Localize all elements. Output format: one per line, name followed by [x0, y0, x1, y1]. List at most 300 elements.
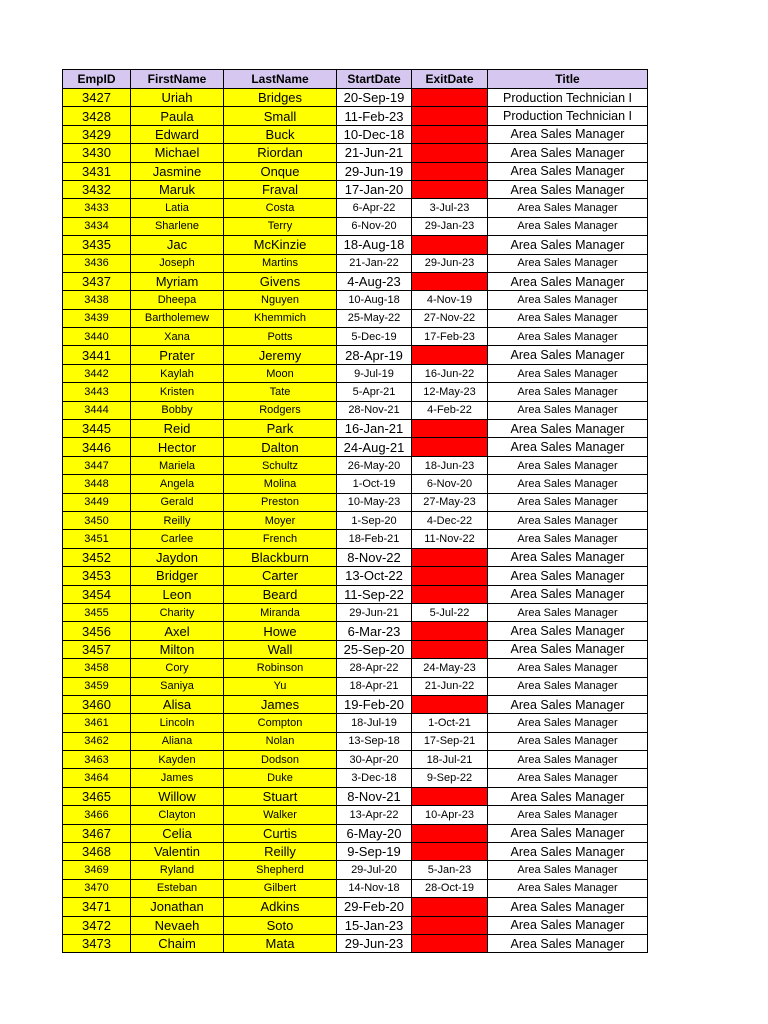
- title-cell[interactable]: Area Sales Manager: [488, 677, 648, 695]
- startdate-cell[interactable]: 6-May-20: [337, 824, 412, 842]
- firstname-cell[interactable]: Paula: [131, 107, 224, 125]
- title-cell[interactable]: Area Sales Manager: [488, 806, 648, 824]
- empid-cell[interactable]: 3467: [63, 824, 131, 842]
- firstname-cell[interactable]: Myriam: [131, 272, 224, 290]
- startdate-cell[interactable]: 13-Sep-18: [337, 732, 412, 750]
- title-cell[interactable]: Area Sales Manager: [488, 879, 648, 897]
- startdate-cell[interactable]: 8-Nov-22: [337, 548, 412, 566]
- firstname-cell[interactable]: Celia: [131, 824, 224, 842]
- exitdate-cell[interactable]: [412, 916, 488, 934]
- firstname-cell[interactable]: Prater: [131, 346, 224, 364]
- lastname-cell[interactable]: Soto: [224, 916, 337, 934]
- empid-cell[interactable]: 3435: [63, 236, 131, 254]
- lastname-cell[interactable]: Gilbert: [224, 879, 337, 897]
- exitdate-cell[interactable]: 10-Apr-23: [412, 806, 488, 824]
- lastname-cell[interactable]: Costa: [224, 199, 337, 217]
- exitdate-cell[interactable]: [412, 162, 488, 180]
- exitdate-cell[interactable]: 4-Feb-22: [412, 401, 488, 419]
- exitdate-cell[interactable]: 29-Jun-23: [412, 254, 488, 272]
- title-cell[interactable]: Area Sales Manager: [488, 622, 648, 640]
- lastname-cell[interactable]: Terry: [224, 217, 337, 235]
- table-row: [63, 144, 648, 162]
- firstname-cell[interactable]: Latia: [131, 199, 224, 217]
- exitdate-cell[interactable]: [412, 695, 488, 713]
- firstname-cell[interactable]: Joseph: [131, 254, 224, 272]
- exitdate-cell[interactable]: 28-Oct-19: [412, 879, 488, 897]
- startdate-cell[interactable]: 16-Jan-21: [337, 420, 412, 438]
- empid-cell[interactable]: 3470: [63, 879, 131, 897]
- lastname-cell[interactable]: Schultz: [224, 456, 337, 474]
- startdate-cell[interactable]: 6-Apr-22: [337, 199, 412, 217]
- lastname-cell[interactable]: Tate: [224, 383, 337, 401]
- lastname-cell[interactable]: Rodgers: [224, 401, 337, 419]
- startdate-cell[interactable]: 25-May-22: [337, 309, 412, 327]
- firstname-cell[interactable]: Ryland: [131, 861, 224, 879]
- firstname-cell[interactable]: Sharlene: [131, 217, 224, 235]
- startdate-cell[interactable]: 9-Sep-19: [337, 843, 412, 861]
- empid-cell[interactable]: 3432: [63, 180, 131, 198]
- startdate-cell[interactable]: 11-Feb-23: [337, 107, 412, 125]
- empid-cell[interactable]: 3443: [63, 383, 131, 401]
- exitdate-cell[interactable]: [412, 180, 488, 198]
- empid-cell[interactable]: 3453: [63, 567, 131, 585]
- empid-cell[interactable]: 3427: [63, 89, 131, 107]
- firstname-cell[interactable]: Kaylah: [131, 364, 224, 382]
- startdate-cell[interactable]: 29-Jul-20: [337, 861, 412, 879]
- title-cell[interactable]: Area Sales Manager: [488, 493, 648, 511]
- startdate-cell[interactable]: 30-Apr-20: [337, 751, 412, 769]
- title-cell[interactable]: Area Sales Manager: [488, 585, 648, 603]
- empid-cell[interactable]: 3437: [63, 272, 131, 290]
- exitdate-cell[interactable]: [412, 89, 488, 107]
- title-cell[interactable]: Area Sales Manager: [488, 309, 648, 327]
- empid-cell[interactable]: 3462: [63, 732, 131, 750]
- firstname-cell[interactable]: Jac: [131, 236, 224, 254]
- startdate-cell[interactable]: 29-Jun-23: [337, 934, 412, 952]
- empid-cell[interactable]: 3465: [63, 787, 131, 805]
- title-cell[interactable]: Area Sales Manager: [488, 272, 648, 290]
- firstname-cell[interactable]: Valentin: [131, 843, 224, 861]
- title-cell[interactable]: Area Sales Manager: [488, 640, 648, 658]
- title-cell[interactable]: Area Sales Manager: [488, 383, 648, 401]
- empid-cell[interactable]: 3431: [63, 162, 131, 180]
- empid-cell[interactable]: 3456: [63, 622, 131, 640]
- empid-cell[interactable]: 3439: [63, 309, 131, 327]
- startdate-cell[interactable]: 28-Apr-22: [337, 659, 412, 677]
- exitdate-cell[interactable]: [412, 622, 488, 640]
- exitdate-cell[interactable]: [412, 824, 488, 842]
- empid-cell[interactable]: 3468: [63, 843, 131, 861]
- exitdate-cell[interactable]: 4-Dec-22: [412, 511, 488, 529]
- lastname-cell[interactable]: Carter: [224, 567, 337, 585]
- exitdate-cell[interactable]: [412, 787, 488, 805]
- firstname-cell[interactable]: Reid: [131, 420, 224, 438]
- exitdate-cell[interactable]: 5-Jan-23: [412, 861, 488, 879]
- startdate-cell[interactable]: 9-Jul-19: [337, 364, 412, 382]
- empid-cell[interactable]: 3436: [63, 254, 131, 272]
- header-startdate[interactable]: StartDate: [337, 70, 412, 89]
- empid-cell[interactable]: 3434: [63, 217, 131, 235]
- lastname-cell[interactable]: Adkins: [224, 898, 337, 916]
- lastname-cell[interactable]: Moyer: [224, 511, 337, 529]
- lastname-cell[interactable]: Curtis: [224, 824, 337, 842]
- startdate-cell[interactable]: 26-May-20: [337, 456, 412, 474]
- exitdate-cell[interactable]: [412, 107, 488, 125]
- title-cell[interactable]: Area Sales Manager: [488, 530, 648, 548]
- title-cell[interactable]: Area Sales Manager: [488, 861, 648, 879]
- exitdate-cell[interactable]: 21-Jun-22: [412, 677, 488, 695]
- startdate-cell[interactable]: 5-Apr-21: [337, 383, 412, 401]
- empid-cell[interactable]: 3461: [63, 714, 131, 732]
- exitdate-cell[interactable]: [412, 144, 488, 162]
- firstname-cell[interactable]: Michael: [131, 144, 224, 162]
- firstname-cell[interactable]: Edward: [131, 125, 224, 143]
- firstname-cell[interactable]: Lincoln: [131, 714, 224, 732]
- exitdate-cell[interactable]: 5-Jul-22: [412, 603, 488, 621]
- empid-cell[interactable]: 3464: [63, 769, 131, 787]
- firstname-cell[interactable]: Alisa: [131, 695, 224, 713]
- firstname-cell[interactable]: Angela: [131, 475, 224, 493]
- exitdate-cell[interactable]: 4-Nov-19: [412, 291, 488, 309]
- table-row: [63, 493, 648, 511]
- lastname-cell[interactable]: Moon: [224, 364, 337, 382]
- table-row: [63, 328, 648, 346]
- lastname-cell[interactable]: Jeremy: [224, 346, 337, 364]
- title-cell[interactable]: Area Sales Manager: [488, 916, 648, 934]
- empid-cell[interactable]: 3455: [63, 603, 131, 621]
- firstname-cell[interactable]: James: [131, 769, 224, 787]
- exitdate-cell[interactable]: [412, 438, 488, 456]
- empid-cell[interactable]: 3438: [63, 291, 131, 309]
- title-cell[interactable]: Area Sales Manager: [488, 420, 648, 438]
- exitdate-cell[interactable]: 17-Feb-23: [412, 328, 488, 346]
- firstname-cell[interactable]: Charity: [131, 603, 224, 621]
- title-cell[interactable]: Area Sales Manager: [488, 199, 648, 217]
- lastname-cell[interactable]: Small: [224, 107, 337, 125]
- empid-cell[interactable]: 3444: [63, 401, 131, 419]
- startdate-cell[interactable]: 19-Feb-20: [337, 695, 412, 713]
- startdate-cell[interactable]: 1-Oct-19: [337, 475, 412, 493]
- title-cell[interactable]: Area Sales Manager: [488, 769, 648, 787]
- firstname-cell[interactable]: Jasmine: [131, 162, 224, 180]
- title-cell[interactable]: Area Sales Manager: [488, 456, 648, 474]
- firstname-cell[interactable]: Dheepa: [131, 291, 224, 309]
- lastname-cell[interactable]: Mata: [224, 934, 337, 952]
- lastname-cell[interactable]: Bridges: [224, 89, 337, 107]
- title-cell[interactable]: Area Sales Manager: [488, 787, 648, 805]
- firstname-cell[interactable]: Willow: [131, 787, 224, 805]
- empid-cell[interactable]: 3473: [63, 934, 131, 952]
- startdate-cell[interactable]: 1-Sep-20: [337, 511, 412, 529]
- lastname-cell[interactable]: Dalton: [224, 438, 337, 456]
- empid-cell[interactable]: 3458: [63, 659, 131, 677]
- startdate-cell[interactable]: 28-Apr-19: [337, 346, 412, 364]
- exitdate-cell[interactable]: [412, 346, 488, 364]
- startdate-cell[interactable]: 6-Mar-23: [337, 622, 412, 640]
- firstname-cell[interactable]: Saniya: [131, 677, 224, 695]
- firstname-cell[interactable]: Bridger: [131, 567, 224, 585]
- startdate-cell[interactable]: 18-Aug-18: [337, 236, 412, 254]
- empid-cell[interactable]: 3452: [63, 548, 131, 566]
- firstname-cell[interactable]: Carlee: [131, 530, 224, 548]
- title-cell[interactable]: Area Sales Manager: [488, 934, 648, 952]
- title-cell[interactable]: Area Sales Manager: [488, 751, 648, 769]
- title-cell[interactable]: Area Sales Manager: [488, 401, 648, 419]
- lastname-cell[interactable]: Dodson: [224, 751, 337, 769]
- lastname-cell[interactable]: Duke: [224, 769, 337, 787]
- exitdate-cell[interactable]: 27-Nov-22: [412, 309, 488, 327]
- title-cell[interactable]: Area Sales Manager: [488, 714, 648, 732]
- exitdate-cell[interactable]: [412, 585, 488, 603]
- lastname-cell[interactable]: Stuart: [224, 787, 337, 805]
- lastname-cell[interactable]: Robinson: [224, 659, 337, 677]
- lastname-cell[interactable]: Yu: [224, 677, 337, 695]
- lastname-cell[interactable]: Martins: [224, 254, 337, 272]
- exitdate-cell[interactable]: [412, 125, 488, 143]
- lastname-cell[interactable]: McKinzie: [224, 236, 337, 254]
- empid-cell[interactable]: 3428: [63, 107, 131, 125]
- firstname-cell[interactable]: Mariela: [131, 456, 224, 474]
- startdate-cell[interactable]: 29-Jun-21: [337, 603, 412, 621]
- lastname-cell[interactable]: French: [224, 530, 337, 548]
- firstname-cell[interactable]: Cory: [131, 659, 224, 677]
- exitdate-cell[interactable]: 27-May-23: [412, 493, 488, 511]
- title-cell[interactable]: Area Sales Manager: [488, 732, 648, 750]
- startdate-cell[interactable]: 4-Aug-23: [337, 272, 412, 290]
- empid-cell[interactable]: 3457: [63, 640, 131, 658]
- header-empid[interactable]: EmpID: [63, 70, 131, 89]
- firstname-cell[interactable]: Milton: [131, 640, 224, 658]
- lastname-cell[interactable]: Preston: [224, 493, 337, 511]
- empid-cell[interactable]: 3454: [63, 585, 131, 603]
- startdate-cell[interactable]: 13-Apr-22: [337, 806, 412, 824]
- firstname-cell[interactable]: Bobby: [131, 401, 224, 419]
- lastname-cell[interactable]: Howe: [224, 622, 337, 640]
- lastname-cell[interactable]: Potts: [224, 328, 337, 346]
- title-cell[interactable]: Area Sales Manager: [488, 511, 648, 529]
- exitdate-cell[interactable]: 16-Jun-22: [412, 364, 488, 382]
- startdate-cell[interactable]: 3-Dec-18: [337, 769, 412, 787]
- empid-cell[interactable]: 3447: [63, 456, 131, 474]
- empid-cell[interactable]: 3471: [63, 898, 131, 916]
- title-cell[interactable]: Area Sales Manager: [488, 254, 648, 272]
- lastname-cell[interactable]: Nguyen: [224, 291, 337, 309]
- exitdate-cell[interactable]: 12-May-23: [412, 383, 488, 401]
- exitdate-cell[interactable]: 18-Jul-21: [412, 751, 488, 769]
- table-row: [63, 309, 648, 327]
- startdate-cell[interactable]: 24-Aug-21: [337, 438, 412, 456]
- lastname-cell[interactable]: Wall: [224, 640, 337, 658]
- exitdate-cell[interactable]: 29-Jan-23: [412, 217, 488, 235]
- title-cell[interactable]: Area Sales Manager: [488, 236, 648, 254]
- exitdate-cell[interactable]: [412, 548, 488, 566]
- empid-cell[interactable]: 3450: [63, 511, 131, 529]
- firstname-cell[interactable]: Leon: [131, 585, 224, 603]
- lastname-cell[interactable]: Reilly: [224, 843, 337, 861]
- empid-cell[interactable]: 3429: [63, 125, 131, 143]
- exitdate-cell[interactable]: [412, 567, 488, 585]
- title-cell[interactable]: Area Sales Manager: [488, 603, 648, 621]
- startdate-cell[interactable]: 10-Aug-18: [337, 291, 412, 309]
- firstname-cell[interactable]: Nevaeh: [131, 916, 224, 934]
- firstname-cell[interactable]: Jaydon: [131, 548, 224, 566]
- empid-cell[interactable]: 3449: [63, 493, 131, 511]
- exitdate-cell[interactable]: [412, 898, 488, 916]
- title-cell[interactable]: Area Sales Manager: [488, 475, 648, 493]
- startdate-cell[interactable]: 13-Oct-22: [337, 567, 412, 585]
- exitdate-cell[interactable]: [412, 843, 488, 861]
- title-cell[interactable]: Area Sales Manager: [488, 364, 648, 382]
- title-cell[interactable]: Area Sales Manager: [488, 843, 648, 861]
- table-row: [63, 383, 648, 401]
- title-cell[interactable]: Area Sales Manager: [488, 567, 648, 585]
- title-cell[interactable]: Area Sales Manager: [488, 180, 648, 198]
- title-cell[interactable]: Area Sales Manager: [488, 328, 648, 346]
- lastname-cell[interactable]: James: [224, 695, 337, 713]
- exitdate-cell[interactable]: 1-Oct-21: [412, 714, 488, 732]
- title-cell[interactable]: Area Sales Manager: [488, 898, 648, 916]
- title-cell[interactable]: Production Technician I: [488, 107, 648, 125]
- lastname-cell[interactable]: Shepherd: [224, 861, 337, 879]
- title-cell[interactable]: Area Sales Manager: [488, 824, 648, 842]
- firstname-cell[interactable]: Clayton: [131, 806, 224, 824]
- startdate-cell[interactable]: 18-Feb-21: [337, 530, 412, 548]
- firstname-cell[interactable]: Aliana: [131, 732, 224, 750]
- firstname-cell[interactable]: Xana: [131, 328, 224, 346]
- lastname-cell[interactable]: Molina: [224, 475, 337, 493]
- startdate-cell[interactable]: 6-Nov-20: [337, 217, 412, 235]
- exitdate-cell[interactable]: 11-Nov-22: [412, 530, 488, 548]
- firstname-cell[interactable]: Kristen: [131, 383, 224, 401]
- title-cell[interactable]: Production Technician I: [488, 89, 648, 107]
- empid-cell[interactable]: 3446: [63, 438, 131, 456]
- startdate-cell[interactable]: 21-Jan-22: [337, 254, 412, 272]
- lastname-cell[interactable]: Park: [224, 420, 337, 438]
- table-row: [63, 511, 648, 529]
- table-row: [63, 732, 648, 750]
- exitdate-cell[interactable]: 3-Jul-23: [412, 199, 488, 217]
- startdate-cell[interactable]: 14-Nov-18: [337, 879, 412, 897]
- empid-cell[interactable]: 3441: [63, 346, 131, 364]
- lastname-cell[interactable]: Beard: [224, 585, 337, 603]
- firstname-cell[interactable]: Kayden: [131, 751, 224, 769]
- exitdate-cell[interactable]: [412, 236, 488, 254]
- lastname-cell[interactable]: Fraval: [224, 180, 337, 198]
- header-firstname[interactable]: FirstName: [131, 70, 224, 89]
- exitdate-cell[interactable]: [412, 640, 488, 658]
- table-row: [63, 787, 648, 805]
- startdate-cell[interactable]: 11-Sep-22: [337, 585, 412, 603]
- startdate-cell[interactable]: 21-Jun-21: [337, 144, 412, 162]
- lastname-cell[interactable]: Riordan: [224, 144, 337, 162]
- firstname-cell[interactable]: Axel: [131, 622, 224, 640]
- lastname-cell[interactable]: Buck: [224, 125, 337, 143]
- title-cell[interactable]: Area Sales Manager: [488, 438, 648, 456]
- firstname-cell[interactable]: Gerald: [131, 493, 224, 511]
- empid-cell[interactable]: 3433: [63, 199, 131, 217]
- table-row: [63, 125, 648, 143]
- header-exitdate[interactable]: ExitDate: [412, 70, 488, 89]
- empid-cell[interactable]: 3460: [63, 695, 131, 713]
- title-cell[interactable]: Area Sales Manager: [488, 144, 648, 162]
- exitdate-cell[interactable]: 17-Sep-21: [412, 732, 488, 750]
- startdate-cell[interactable]: 10-May-23: [337, 493, 412, 511]
- lastname-cell[interactable]: Khemmich: [224, 309, 337, 327]
- startdate-cell[interactable]: 5-Dec-19: [337, 328, 412, 346]
- firstname-cell[interactable]: Jonathan: [131, 898, 224, 916]
- empid-cell[interactable]: 3459: [63, 677, 131, 695]
- title-cell[interactable]: Area Sales Manager: [488, 659, 648, 677]
- lastname-cell[interactable]: Nolan: [224, 732, 337, 750]
- lastname-cell[interactable]: Givens: [224, 272, 337, 290]
- lastname-cell[interactable]: Onque: [224, 162, 337, 180]
- startdate-cell[interactable]: 15-Jan-23: [337, 916, 412, 934]
- startdate-cell[interactable]: 8-Nov-21: [337, 787, 412, 805]
- title-cell[interactable]: Area Sales Manager: [488, 695, 648, 713]
- lastname-cell[interactable]: Walker: [224, 806, 337, 824]
- header-lastname[interactable]: LastName: [224, 70, 337, 89]
- exitdate-cell[interactable]: [412, 420, 488, 438]
- title-cell[interactable]: Area Sales Manager: [488, 291, 648, 309]
- table-row: [63, 272, 648, 290]
- title-cell[interactable]: Area Sales Manager: [488, 346, 648, 364]
- empid-cell[interactable]: 3472: [63, 916, 131, 934]
- empid-cell[interactable]: 3445: [63, 420, 131, 438]
- empid-cell[interactable]: 3430: [63, 144, 131, 162]
- empid-cell[interactable]: 3448: [63, 475, 131, 493]
- startdate-cell[interactable]: 18-Jul-19: [337, 714, 412, 732]
- table-row: [63, 769, 648, 787]
- firstname-cell[interactable]: Hector: [131, 438, 224, 456]
- empid-cell[interactable]: 3451: [63, 530, 131, 548]
- empid-cell[interactable]: 3463: [63, 751, 131, 769]
- title-cell[interactable]: Area Sales Manager: [488, 217, 648, 235]
- lastname-cell[interactable]: Miranda: [224, 603, 337, 621]
- startdate-cell[interactable]: 18-Apr-21: [337, 677, 412, 695]
- firstname-cell[interactable]: Bartholemew: [131, 309, 224, 327]
- firstname-cell[interactable]: Reilly: [131, 511, 224, 529]
- table-row: [63, 567, 648, 585]
- header-title[interactable]: Title: [488, 70, 648, 89]
- firstname-cell[interactable]: Maruk: [131, 180, 224, 198]
- exitdate-cell[interactable]: 6-Nov-20: [412, 475, 488, 493]
- startdate-cell[interactable]: 17-Jan-20: [337, 180, 412, 198]
- startdate-cell[interactable]: 10-Dec-18: [337, 125, 412, 143]
- startdate-cell[interactable]: 28-Nov-21: [337, 401, 412, 419]
- startdate-cell[interactable]: 25-Sep-20: [337, 640, 412, 658]
- firstname-cell[interactable]: Uriah: [131, 89, 224, 107]
- firstname-cell[interactable]: Chaim: [131, 934, 224, 952]
- title-cell[interactable]: Area Sales Manager: [488, 548, 648, 566]
- lastname-cell[interactable]: Blackburn: [224, 548, 337, 566]
- title-cell[interactable]: Area Sales Manager: [488, 125, 648, 143]
- lastname-cell[interactable]: Compton: [224, 714, 337, 732]
- empid-cell[interactable]: 3466: [63, 806, 131, 824]
- firstname-cell[interactable]: Esteban: [131, 879, 224, 897]
- exitdate-cell[interactable]: 18-Jun-23: [412, 456, 488, 474]
- startdate-cell[interactable]: 20-Sep-19: [337, 89, 412, 107]
- exitdate-cell[interactable]: [412, 272, 488, 290]
- exitdate-cell[interactable]: 9-Sep-22: [412, 769, 488, 787]
- empid-cell[interactable]: 3442: [63, 364, 131, 382]
- exitdate-cell[interactable]: [412, 934, 488, 952]
- exitdate-cell[interactable]: 24-May-23: [412, 659, 488, 677]
- empid-cell[interactable]: 3440: [63, 328, 131, 346]
- startdate-cell[interactable]: 29-Jun-19: [337, 162, 412, 180]
- title-cell[interactable]: Area Sales Manager: [488, 162, 648, 180]
- empid-cell[interactable]: 3469: [63, 861, 131, 879]
- startdate-cell[interactable]: 29-Feb-20: [337, 898, 412, 916]
